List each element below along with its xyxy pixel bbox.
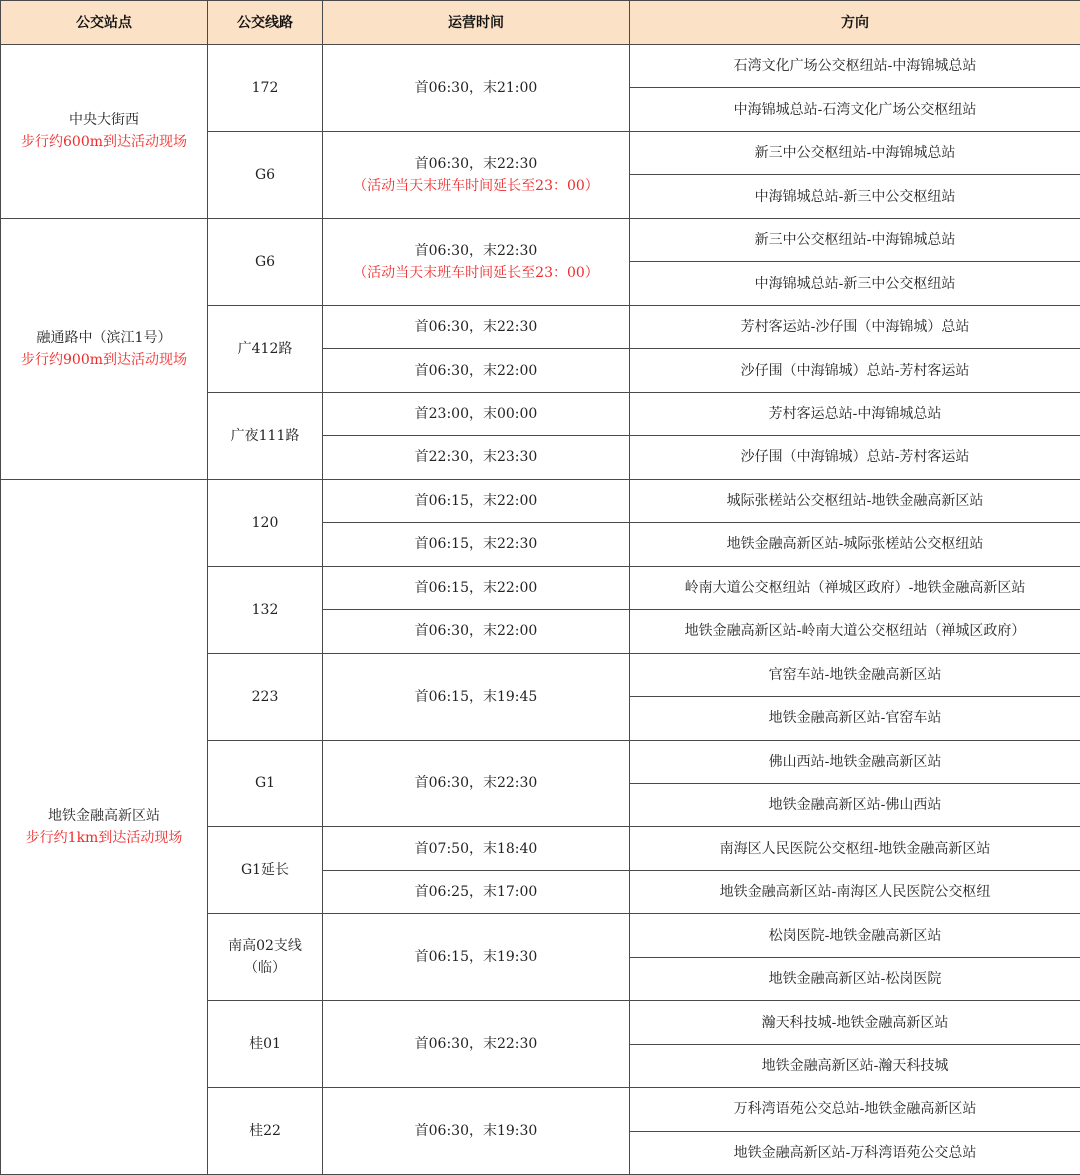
route-time: 首06:25，末17:00 — [323, 870, 630, 913]
header-direction: 方向 — [630, 1, 1080, 45]
stop-name: 融通路中（滨江1号） — [5, 327, 203, 349]
direction-cell: 芳村客运站-沙仔围（中海锦城）总站 — [630, 305, 1080, 348]
route-name: G6 — [208, 218, 323, 305]
route-name: 广412路 — [208, 305, 323, 392]
stop-walk-note: 步行约1km到达活动现场 — [5, 827, 203, 849]
direction-cell: 新三中公交枢纽站-中海锦城总站 — [630, 218, 1080, 261]
direction-cell: 瀚天科技城-地铁金融高新区站 — [630, 1001, 1080, 1044]
route-time: 首06:15，末19:30 — [323, 914, 630, 1001]
direction-cell: 松岗医院-地铁金融高新区站 — [630, 914, 1080, 957]
route-time: 首06:15，末22:30 — [323, 523, 630, 566]
header-time: 运营时间 — [323, 1, 630, 45]
route-name: 桂01 — [208, 1001, 323, 1088]
direction-cell: 佛山西站-地铁金融高新区站 — [630, 740, 1080, 783]
direction-cell: 地铁金融高新区站-城际张槎站公交枢纽站 — [630, 523, 1080, 566]
direction-cell: 南海区人民医院公交枢纽-地铁金融高新区站 — [630, 827, 1080, 870]
direction-cell: 万科湾语苑公交总站-地铁金融高新区站 — [630, 1088, 1080, 1131]
route-time: 首06:30，末22:30 — [323, 1001, 630, 1088]
route-time: 首07:50，末18:40 — [323, 827, 630, 870]
direction-cell: 地铁金融高新区站-松岗医院 — [630, 957, 1080, 1000]
stop-cell — [1, 45, 208, 219]
route-time: 首06:30，末19:30 — [323, 1088, 630, 1175]
route-time: 首06:15，末22:00 — [323, 566, 630, 609]
stop-cell — [1, 479, 208, 1175]
table-row — [1, 45, 1080, 88]
route-name: 广夜111路 — [208, 392, 323, 479]
route-time: 首06:30，末22:00 — [323, 610, 630, 653]
route-name: G1延长 — [208, 827, 323, 914]
route-name: G1 — [208, 740, 323, 827]
header-row — [1, 1, 1080, 45]
route-name: 223 — [208, 653, 323, 740]
direction-cell: 中海锦城总站-新三中公交枢纽站 — [630, 262, 1080, 305]
stop-name: 地铁金融高新区站 — [5, 805, 203, 827]
route-name: G6 — [208, 131, 323, 218]
direction-cell: 地铁金融高新区站-万科湾语苑公交总站 — [630, 1131, 1080, 1174]
route-time-note: （活动当天末班车时间延长至23：00） — [327, 262, 625, 284]
direction-cell: 岭南大道公交枢纽站（禅城区政府）-地铁金融高新区站 — [630, 566, 1080, 609]
stop-cell — [1, 218, 208, 479]
stop-name: 中央大街西 — [5, 109, 203, 131]
route-name: 132 — [208, 566, 323, 653]
direction-cell: 新三中公交枢纽站-中海锦城总站 — [630, 131, 1080, 174]
direction-cell: 地铁金融高新区站-官窑车站 — [630, 697, 1080, 740]
table-row — [1, 479, 1080, 522]
direction-cell: 芳村客运总站-中海锦城总站 — [630, 392, 1080, 435]
route-time-note: （活动当天末班车时间延长至23：00） — [327, 175, 625, 197]
direction-cell: 中海锦城总站-石湾文化广场公交枢纽站 — [630, 88, 1080, 131]
header-route: 公交线路 — [208, 1, 323, 45]
route-time: 首06:15，末22:00 — [323, 479, 630, 522]
direction-cell: 地铁金融高新区站-南海区人民医院公交枢纽 — [630, 870, 1080, 913]
route-name-suffix: （临） — [212, 957, 318, 979]
direction-cell: 沙仔围（中海锦城）总站-芳村客运站 — [630, 436, 1080, 479]
direction-cell: 地铁金融高新区站-岭南大道公交枢纽站（禅城区政府） — [630, 610, 1080, 653]
route-time: 首06:15，末19:45 — [323, 653, 630, 740]
route-name-cell — [208, 914, 323, 1001]
route-time: 首06:30，末22:00 — [323, 349, 630, 392]
route-name: 172 — [208, 45, 323, 132]
direction-cell: 沙仔围（中海锦城）总站-芳村客运站 — [630, 349, 1080, 392]
route-time: 首22:30，末23:30 — [323, 436, 630, 479]
route-time: 首06:30，末22:30 — [323, 740, 630, 827]
route-time-cell — [323, 218, 630, 305]
direction-cell: 中海锦城总站-新三中公交枢纽站 — [630, 175, 1080, 218]
direction-cell: 官窑车站-地铁金融高新区站 — [630, 653, 1080, 696]
route-name: 桂22 — [208, 1088, 323, 1175]
route-time: 首06:30，末21:00 — [323, 45, 630, 132]
route-time-cell — [323, 131, 630, 218]
route-time: 首23:00，末00:00 — [323, 392, 630, 435]
direction-cell: 地铁金融高新区站-佛山西站 — [630, 783, 1080, 826]
route-time: 首06:30，末22:30 — [327, 153, 625, 175]
direction-cell: 石湾文化广场公交枢纽站-中海锦城总站 — [630, 45, 1080, 88]
stop-walk-note: 步行约900m到达活动现场 — [5, 349, 203, 371]
route-time: 首06:30，末22:30 — [327, 240, 625, 262]
route-time: 首06:30，末22:30 — [323, 305, 630, 348]
table-row — [1, 218, 1080, 261]
header-stop: 公交站点 — [1, 1, 208, 45]
route-name: 120 — [208, 479, 323, 566]
stop-walk-note: 步行约600m到达活动现场 — [5, 131, 203, 153]
direction-cell: 地铁金融高新区站-瀚天科技城 — [630, 1044, 1080, 1087]
route-name: 南高02支线 — [212, 935, 318, 957]
direction-cell: 城际张槎站公交枢纽站-地铁金融高新区站 — [630, 479, 1080, 522]
